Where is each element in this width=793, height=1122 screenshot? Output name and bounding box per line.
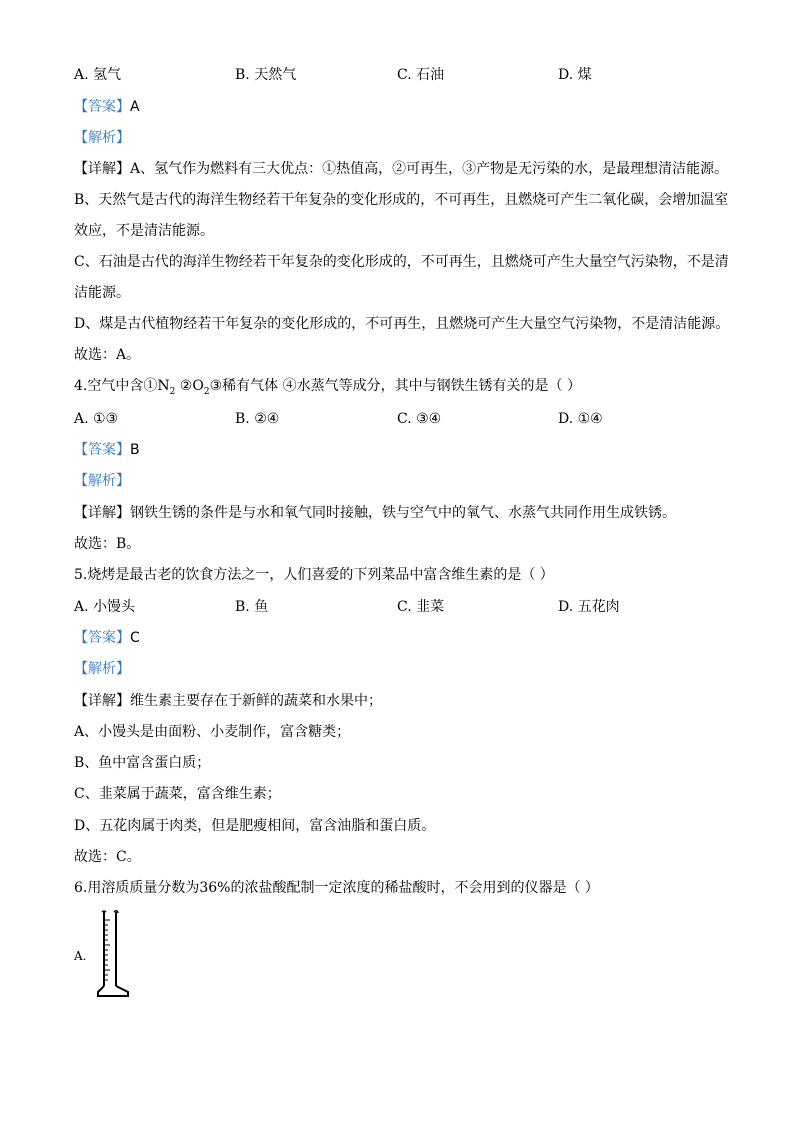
q3-detail-line-2: B、天然气是古代的海洋生物经若干年复杂的变化形成的，不可再生，且燃烧可产生二氧化碳，会增加温室 [74,192,729,208]
q5-option-d: D. 五花肉 [558,599,620,615]
q4-answer [74,440,140,460]
detail-tag: 【详解】 [74,505,130,521]
answer-value: A [130,99,140,115]
detail-text: 钢铁生锈的条件是与水和氧气同时接触，铁与空气中的氧气、水蒸气共同作用生成铁锈。 [130,505,676,521]
q4-o2-subscript: 2 [203,386,210,397]
q3-option-d: D. 煤 [558,67,592,83]
answer-tag: 【答案】 [74,442,130,458]
q3-conclusion: 故选：A。 [74,347,141,363]
q4-option-b: B. ②④ [235,411,280,427]
q5-conclusion: 故选：C。 [74,849,141,865]
detail-text: A、氢气作为燃料有三大优点：①热值高，②可再生，③产物是无污染的水，是最理想清洁能源。 [130,161,729,177]
q3-detail-line-3: 效应，不是清洁能源。 [74,223,214,239]
q5-detail-line-5: D、五花肉属于肉类，但是肥瘦相间，富含油脂和蛋白质。 [74,818,436,834]
detail-tag: 【详解】 [74,161,130,177]
q3-option-b: B. 天然气 [235,67,297,83]
q5-answer [74,628,140,648]
q3-detail-line-6: D、煤是古代植物经若干年复杂的变化形成的，不可再生，且燃烧可产生大量空气污染物，不是清洁能源。 [74,316,730,332]
q4-analysis-tag: 【解析】 [74,473,130,489]
q5-option-c: C. 韭菜 [397,599,445,615]
answer-value: C [130,630,140,646]
q3-option-a: A. 氢气 [74,67,122,83]
q5-stem: 5.烧烤是最古老的饮食方法之一，人们喜爱的下列菜品中富含维生素的是（ ） [74,567,554,583]
q4-stem-mid: ②O [175,378,204,394]
q4-option-d: D. ①④ [558,411,603,427]
q4-stem [74,376,581,396]
q4-stem-prefix: 4.空气中含①N [74,378,170,394]
answer-tag: 【答案】 [74,630,130,646]
q5-detail-line-3: B、鱼中富含蛋白质； [74,755,211,771]
detail-text: 维生素主要存在于新鲜的蔬菜和水果中； [130,693,382,709]
q4-conclusion: 故选：B。 [74,536,141,552]
q5-analysis-tag: 【解析】 [74,661,130,677]
q3-detail-line-4: C、石油是古代的海洋生物经若干年复杂的变化形成的，不可再生，且燃烧可产生大量空气污染物，不是清 [74,254,729,270]
q5-detail-line-2: A、小馒头是由面粉、小麦制作，富含糖类； [74,724,351,740]
q5-option-a: A. 小馒头 [74,599,136,615]
q4-detail [74,503,676,523]
q3-answer [74,97,140,117]
q4-stem-suffix: ③稀有气体 ④水蒸气等成分，其中与钢铁生锈有关的是（ ） [209,378,582,394]
q6-stem: 6.用溶质质量分数为36%的浓盐酸配制一定浓度的稀盐酸时，不会用到的仪器是（ ） [74,880,599,896]
q3-option-c: C. 石油 [397,67,445,83]
q5-detail-line-4: C、韭菜属于蔬菜，富含维生素； [74,786,281,802]
q5-option-b: B. 鱼 [235,599,269,615]
q3-analysis-tag: 【解析】 [74,130,130,146]
q4-n2-subscript: 2 [169,386,176,397]
answer-value: B [130,442,140,458]
q6-option-a-label: A. [74,949,87,963]
q3-detail-line-5: 洁能源。 [74,285,130,301]
answer-tag: 【答案】 [74,99,130,115]
q3-detail-line-1 [74,159,728,179]
q4-option-a: A. ①③ [74,411,119,427]
detail-tag: 【详解】 [74,693,130,709]
q5-detail-line-1 [74,691,382,711]
graduated-cylinder-icon [94,908,134,1000]
q4-option-c: C. ③④ [397,411,442,427]
